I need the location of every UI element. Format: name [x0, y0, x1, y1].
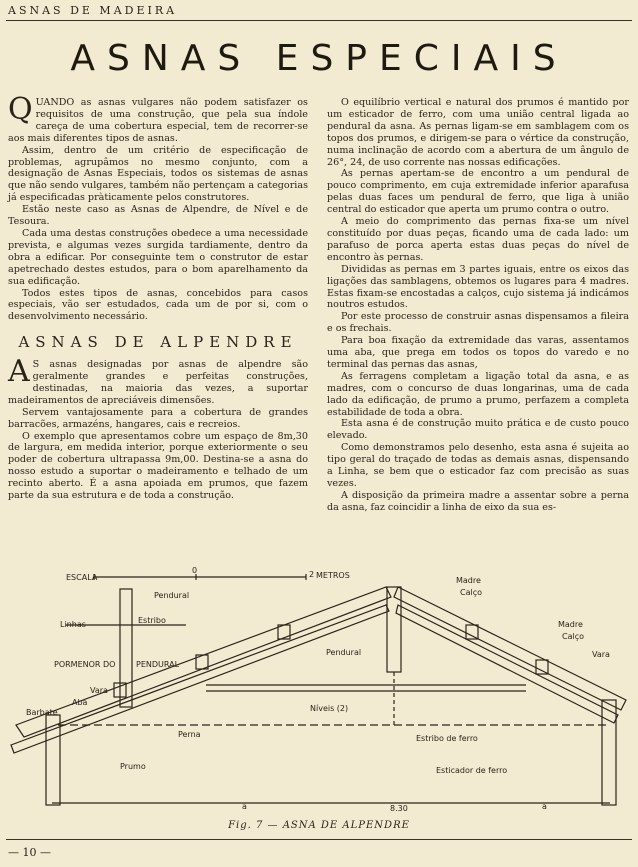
- svg-text:8.30: 8.30: [390, 804, 408, 813]
- paragraph: Divididas as pernas em 3 partes iguais, entre os eixos das ligações das samblagens, obtemos os lugares para 4 madres. Estas fixam-se encostadas a calços, cujo sistema já indicámos noutros estudos.: [327, 263, 629, 311]
- right-post: [602, 700, 616, 805]
- drop-cap: Q: [8, 92, 33, 127]
- paragraph: O equilíbrio vertical e natural dos prumos é mantido por um esticador de ferro, com uma união central ligada ao pendural da asna. As pernas ligam-se em samblagem com os topos dos prumos, e dirigem-se para o vértice da construção, numa inclinação de acordo com a abertura de um ângulo de 26°, 24, de uso corrente nas nossas edificações.: [327, 97, 629, 168]
- drop-cap: A: [8, 354, 30, 390]
- paragraph: As ferragens completam a ligação total da asna, e as madres, com o concurso de duas longarinas, uma de cada lado da edificação, de prumo a prumo, perfazem a completa estabilidade de toda a obra.: [327, 370, 629, 418]
- svg-text:Prumo: Prumo: [120, 762, 146, 771]
- svg-text:Estribo de ferro: Estribo de ferro: [416, 734, 478, 743]
- svg-text:Barbate: Barbate: [26, 708, 58, 717]
- svg-text:Vara: Vara: [592, 650, 610, 659]
- paragraph: Cada uma destas construções obedece a uma necessidade prevista, e algumas vezes surgida tardiamente, dentro da obra a edificar. Por conseguinte tem o construtor de estar apetrechado destes estudos, para o bom aparelhamento da sua edificação.: [8, 227, 308, 287]
- svg-text:Aba: Aba: [72, 698, 88, 707]
- svg-text:PENDURAL: PENDURAL: [136, 660, 180, 669]
- purlin: [536, 660, 548, 674]
- right-rafter-lower: [396, 605, 618, 723]
- paragraph: Como demonstramos pelo desenho, esta asna é sujeita ao tipo geral do traçado de todas as demais asnas, dispensando a Linha, se bem que o esticador faz com precisão as suas vezes.: [327, 442, 629, 489]
- svg-text:Calço: Calço: [562, 632, 585, 641]
- paragraph: QUANDO as asnas vulgares não podem satisfazer os requisitos de uma construção, que pela sua índole careça de uma cobertura especial, tem de recorrer-se aos mais diferentes tipos de asnas.: [8, 92, 308, 144]
- running-head: ASNAS DE MADEIRA: [8, 4, 178, 17]
- purlin: [466, 625, 478, 639]
- paragraph: Assim, dentro de um critério de especificação de problemas, agrupâmos no mesmo conjunto, com a designação de Asnas Especiais, todos os sistemas de asnas que não sendo vulgares, também não pertençam a categorias já especificadas pràticamente pelos construtores.: [8, 144, 308, 204]
- paragraph: A meio do comprimento das pernas fixa-se um nível constituído por duas peças, ficando uma de cada lado: um parafuso de porca aperta estas duas peças do nível de encontro às pernas.: [327, 216, 629, 263]
- svg-text:Esticador de ferro: Esticador de ferro: [436, 766, 508, 775]
- right-column: [327, 97, 629, 514]
- svg-text:a: a: [542, 802, 547, 811]
- svg-text:Linhas: Linhas: [60, 620, 86, 629]
- left-post: [46, 715, 60, 805]
- paragraph: Para boa fixação da extremidade das varas, assentamos uma aba, que prega em todos os topos do varedo e no terminal das pernas das asnas,: [327, 335, 629, 370]
- paragraph: Todos estes tipos de asnas, concebidos para casos especiais, vão ser estudados, cada um de por si, com o desenvolvimento necessário.: [8, 287, 308, 323]
- svg-text:Estribo: Estribo: [138, 616, 166, 625]
- svg-text:Vara: Vara: [90, 686, 108, 695]
- svg-text:Perna: Perna: [178, 730, 201, 739]
- paragraph: Esta asna é de construção muito prática e de custo pouco elevado.: [327, 418, 629, 442]
- svg-text:a: a: [242, 802, 247, 811]
- truss-drawing: [6, 565, 632, 835]
- figure-caption: Fig. 7 — ASNA DE ALPENDRE: [228, 820, 410, 831]
- svg-text:PORMENOR DO: PORMENOR DO: [54, 660, 116, 669]
- paragraph: O exemplo que apresentamos cobre um espaço de 8m,30 de largura, em medida interior, porque exteriormente o seu poder de cobertura ultrapassa 9m,00. Destina-se a asna do nosso estudo a suportar o madeiramento e telhado de um recinto aberto. É a asna apoiada em prumos, que fazem parte da sua estrutura e de toda a construção.: [8, 430, 308, 502]
- svg-text:Pendural: Pendural: [326, 648, 362, 657]
- svg-text:Calço: Calço: [460, 588, 483, 597]
- svg-text:Pendural: Pendural: [154, 591, 190, 600]
- svg-text:Madre: Madre: [456, 576, 481, 585]
- svg-text:Níveis (2): Níveis (2): [310, 704, 349, 713]
- left-column: [8, 92, 308, 502]
- paragraph: As pernas apertam-se de encontro a um pendural de pouco comprimento, em cuja extremidade inferior aparafusa pelas duas faces um pendural de ferro, que liga à união central do esticador que aperta um prumo contra o outro.: [327, 168, 629, 216]
- footer-rule: [6, 839, 632, 840]
- truss-svg: [6, 565, 632, 820]
- page-title: ASNAS ESPECIAIS: [70, 38, 568, 79]
- svg-text:0: 0: [192, 566, 198, 575]
- paragraph: Estão neste caso as Asnas de Alpendre, de Nível e de Tesoura.: [8, 204, 308, 228]
- scale-unit: METROS: [316, 571, 350, 580]
- svg-text:Madre: Madre: [558, 620, 583, 629]
- header-rule: [6, 20, 632, 21]
- paragraph: A disposição da primeira madre a assentar sobre a perna da asna, faz coincidir a linha de eixo da sua es-: [327, 489, 629, 513]
- section-heading: ASNAS DE ALPENDRE: [18, 333, 298, 352]
- scale-label: ESCALA: [66, 573, 98, 582]
- paragraph: Servem vantajosamente para a cobertura de grandes barracões, armazéns, hangares, cais e recreios.: [8, 406, 308, 430]
- paragraph: A S asnas designadas por asnas de alpendre são geralmente grandes e perfeitas construções, destinadas, na maioria das vezes, a suportar madeiramentos de apreciáveis dimensões.: [8, 354, 308, 406]
- page-number: — 10 —: [8, 846, 51, 859]
- paragraph: Por este processo de construir asnas dispensamos a fileira e os frechais.: [327, 311, 629, 335]
- svg-text:2: 2: [309, 570, 315, 579]
